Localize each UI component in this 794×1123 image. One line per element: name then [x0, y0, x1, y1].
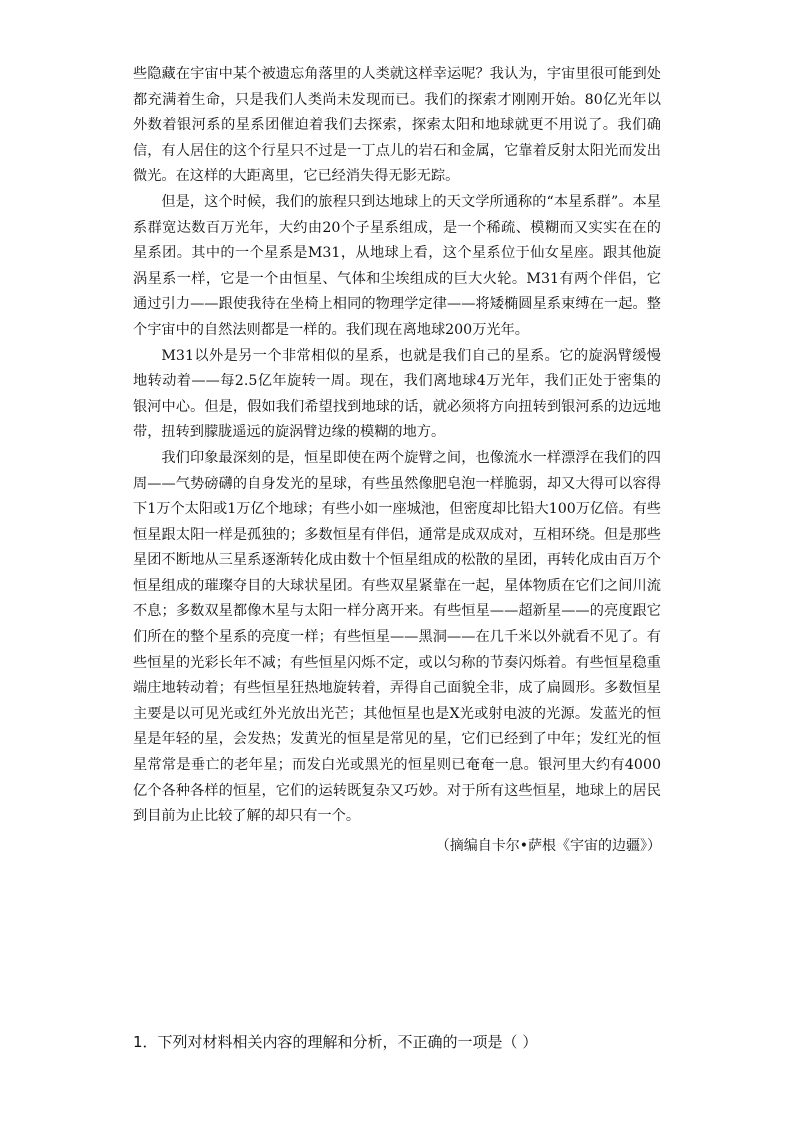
article-paragraph-4: 我们印象最深刻的是，恒星即使在两个旋臂之间，也像流水一样漂浮在我们的四周——气势磅礴的自身发光的星球，有些虽然像肥皂泡一样脆弱，却又大得可以容得下1万个太阳或1万亿个地球；有些小如一座城池，但密度却比铅大100万亿倍。有些恒星跟太阳一样是孤独的；多数恒星有伴侣，通常是成双成对，互相环绕。但是那些星团不断地从三星系逐渐转化成由数十个恒星组成的松散的星团，再转化成由百万个恒星组成的璀璨夺目的大球状星团。有些双星紧靠在一起，星体物质在它们之间川流不息；多数双星都像木星与太阳一样分离开来。有些恒星——超新星——的亮度跟它们所在的整个星系的亮度一样；有些恒星——黑洞——在几千米以外就看不见了。有些恒星的光彩长年不减；有些恒星闪烁不定，或以匀称的节奏闪烁着。有些恒星稳重端庄地转动着；有些恒星狂热地旋转着，弄得自己面貌全非，成了扁圆形。多数恒星主要是以可见光或红外光放出光芒；其他恒星也是X光或射电波的光源。发蓝光的恒星是年轻的星，会发热；发黄光的恒星是常见的星，它们已经到了中年；发红光的恒星常常是垂亡的老年星；而发白光或黑光的恒星则已奄奄一息。银河里大约有4000亿个各种各样的恒星，它们的运转既复杂又巧妙。对于所有这些恒星，地球上的居民到目前为止比较了解的却只有一个。 [133, 449, 661, 825]
article-paragraph-3: M31以外是另一个非常相似的星系，也就是我们自己的星系。它的旋涡臂缓慢地转动着——每2.5亿年旋转一周。现在，我们离地球4万光年，我们正处于密集的银河中心。但是，假如我们希望找到地球的话，就必须将方向扭转到银河系的边远地带，扭转到朦胧遥远的旋涡臂边缘的模糊的地方。 [133, 347, 661, 441]
article-paragraph-2: 但是，这个时候，我们的旅程只到达地球上的天文学所通称的“本星系群”。本星系群宽达数百万光年，大约由20个子星系组成，是一个稀疏、模糊而又实实在在的星系团。其中的一个星系是M31，从地球上看，这个星系位于仙女星座。跟其他旋涡星系一样，它是一个由恒星、气体和尘埃组成的巨大火轮。M31有两个伴侣，它通过引力——跟使我待在坐椅上相同的物理学定律——将矮椭圆星系束缚在一起。整个宇宙中的自然法则都是一样的。我们现在离地球200万光年。 [133, 193, 661, 338]
article-source: （摘编自卡尔•萨根《宇宙的边疆》） [435, 837, 661, 854]
question-1: 1．下列对材料相关内容的理解和分析，不正确的一项是（ ） [133, 1033, 538, 1051]
article-paragraph-1: 些隐藏在宇宙中某个被遗忘角落里的人类就这样幸运呢？我认为，宇宙里很可能到处都充满着生命，只是我们人类尚未发现而已。我们的探索才刚刚开始。80亿光年以外数着银河系的星系团催迫着我们去探索，探索太阳和地球就更不用说了。我们确信，有人居住的这个行星只不过是一丁点儿的岩石和金属，它靠着反射太阳光而发出微光。在这样的大距离里，它已经消失得无影无踪。 [133, 66, 661, 185]
article-body [133, 62, 661, 859]
